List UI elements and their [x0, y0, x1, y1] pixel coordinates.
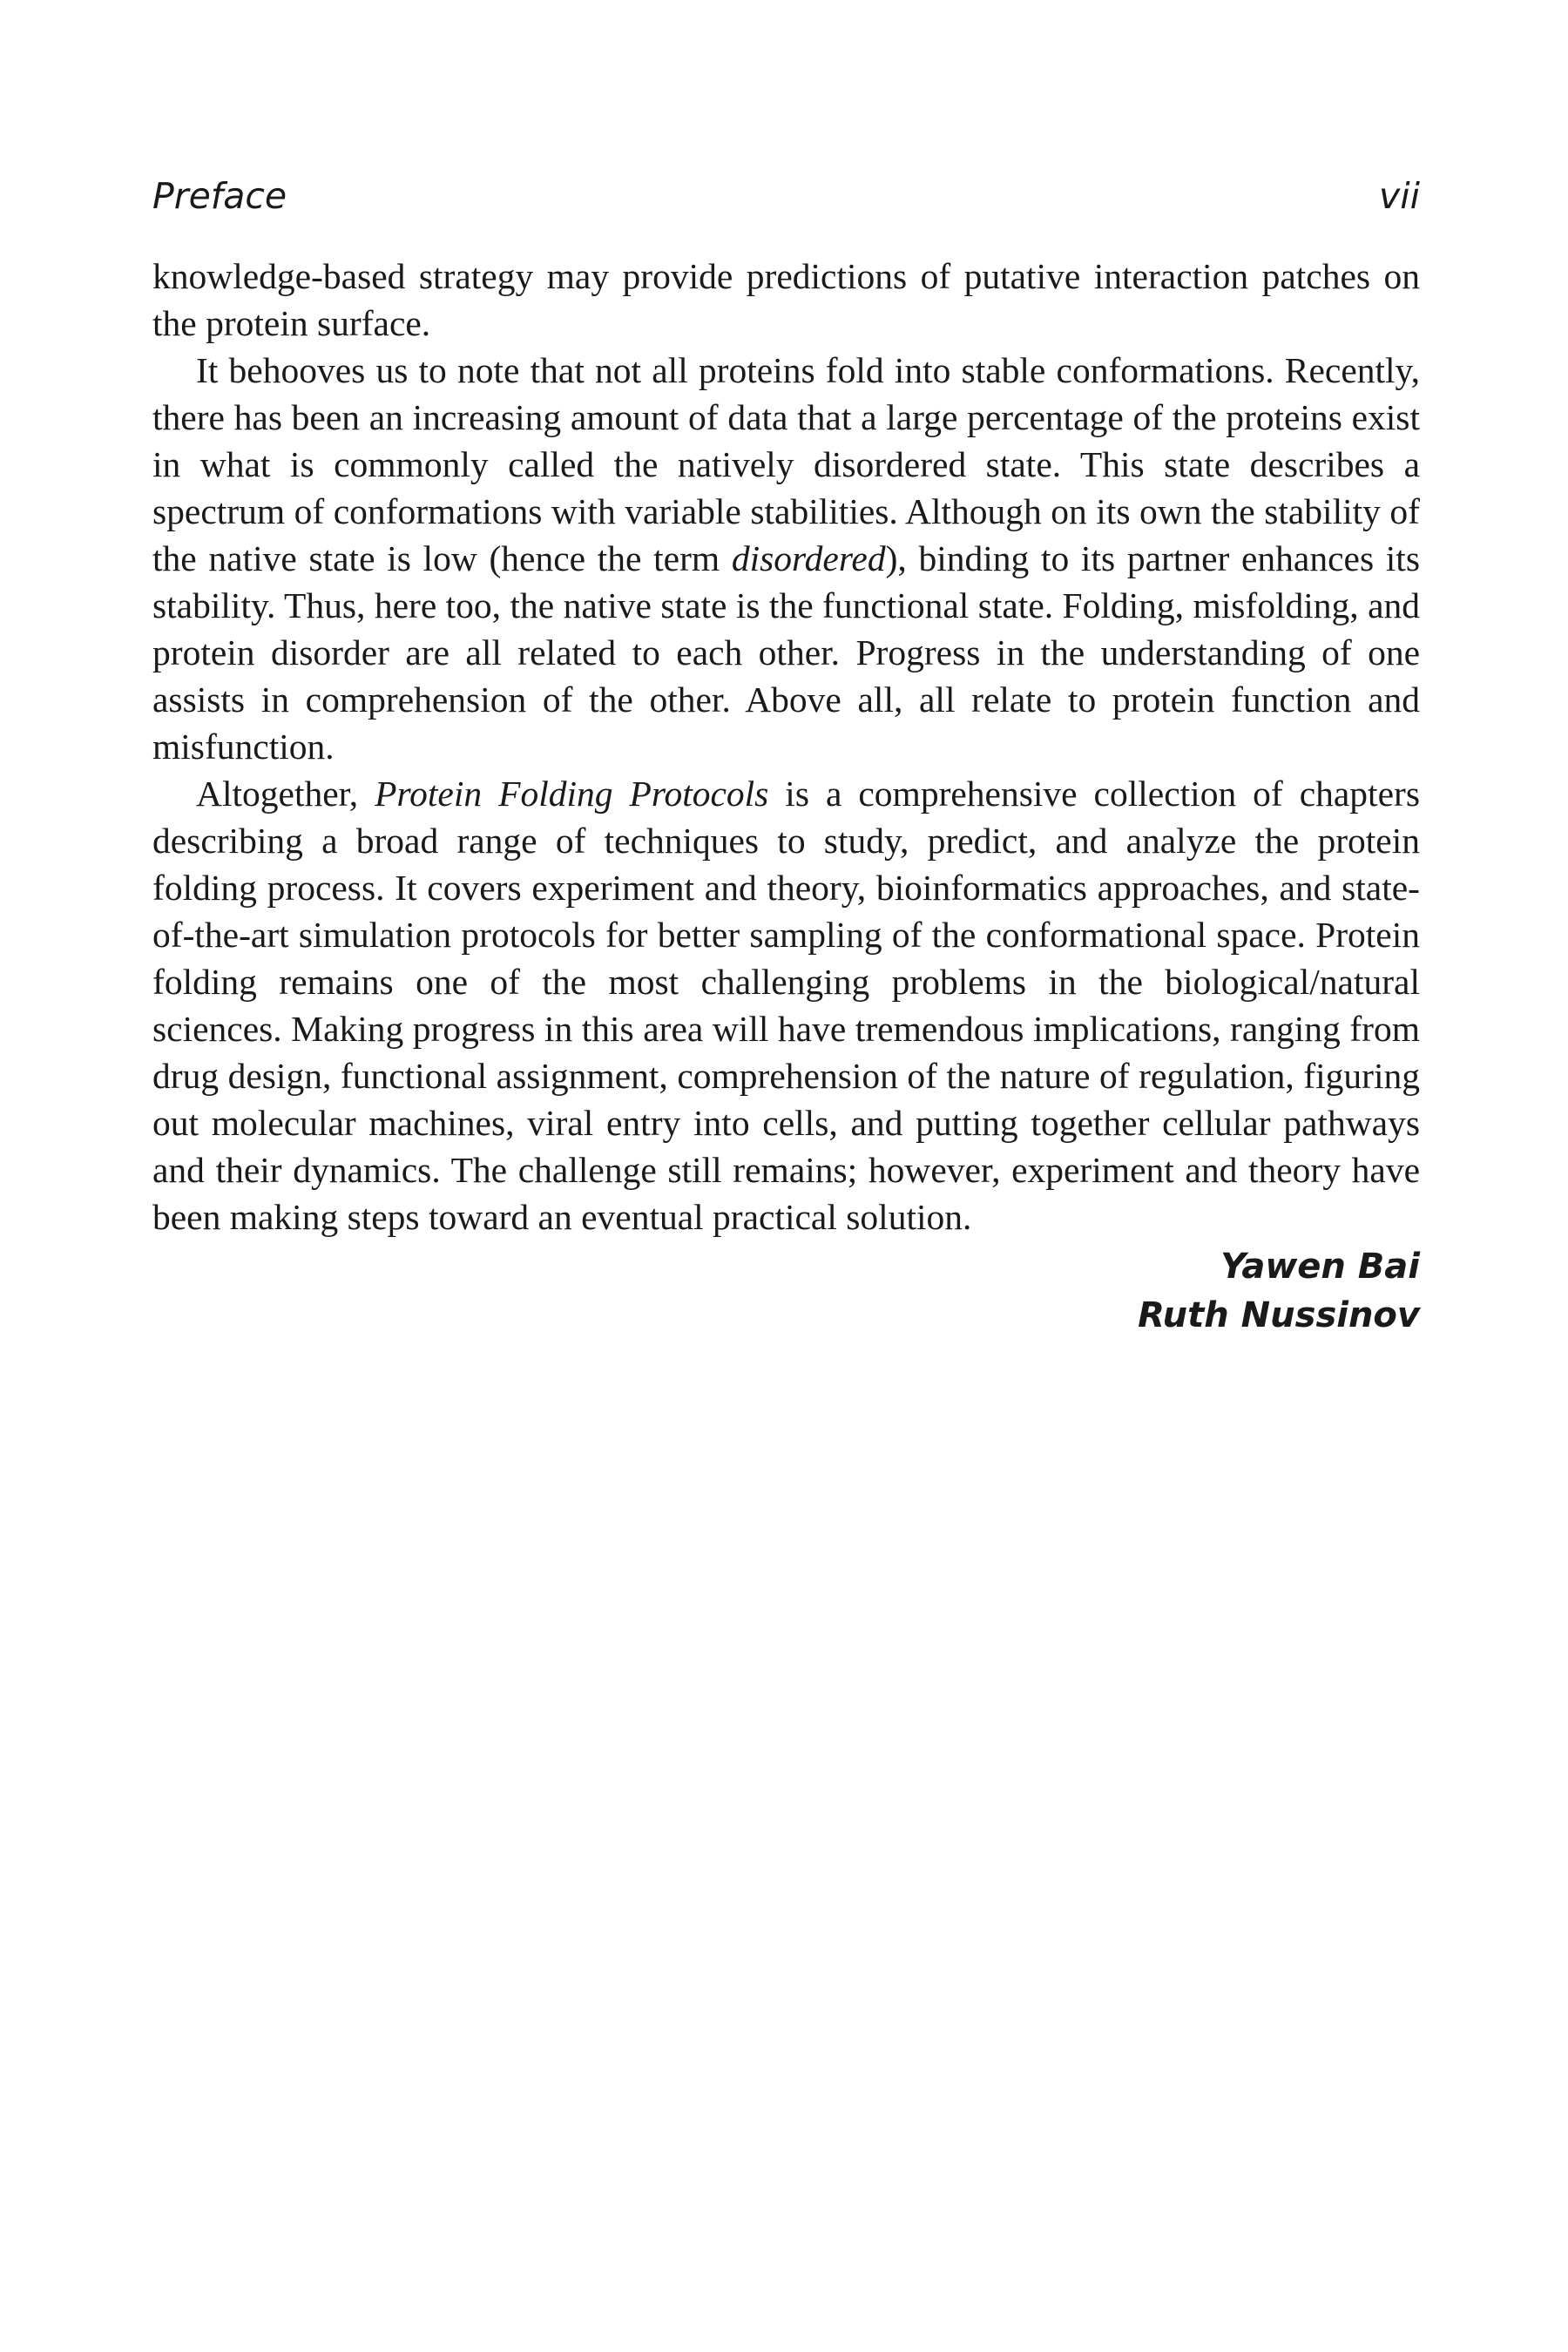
paragraph-2-text-part-1: It behooves us to note that not all proteins fold into stable conformations. Recently, there has been an increasing amount of data that a large percentage of the proteins exist in what is commonly called the natively disordered state. This state describes a spectrum of conformations with variable stabilities. Although on its own the stability of the native state is low (hence the term: [152, 350, 1420, 578]
emphasis-disordered: disordered: [731, 538, 886, 578]
paragraph-3-text-part-2: is a comprehensive collection of chapters describing a broad range of techniques to study, predict, and analyze the protein folding process. It covers experiment and theory, bioinformatics approaches, and state-of-the-art simulation protocols for better sampling of the conformational space. Protein folding remains one of the most challenging problems in the biological/natural sciences. Making progress in this area will have tremendous implications, ranging from drug design, functional assignment, comprehension of the nature of regulation, figuring out molecular machines, viral entry into cells, and putting together cellular pathways and their dynamics. The challenge still remains; however, experiment and theory have been making steps toward an eventual practical solution.: [152, 774, 1420, 1237]
book-title-emphasis: Protein Folding Protocols: [375, 774, 769, 814]
paragraph-2-text-part-2: ), binding to its partner enhances its stability. Thus, here too, the native state is the functional state. Folding, misfolding, and protein disorder are all related to each other. Progress in the understanding of one assists in comprehension of the other. Above all, all relate to protein function and misfunction.: [152, 538, 1420, 767]
author-signatures: [152, 1240, 1420, 1340]
running-head: [152, 166, 1420, 226]
paragraph-2: [152, 347, 1420, 770]
paragraph-3-text-part-1: Altogether,: [196, 774, 375, 814]
paragraph-1: [152, 253, 1420, 347]
paragraph-3: [152, 770, 1420, 1240]
running-head-title: Preface: [152, 175, 287, 217]
page-number: vii: [1378, 175, 1420, 217]
author-name-1: Yawen Bai: [1220, 1247, 1420, 1287]
paragraph-1-text: knowledge-based strategy may provide predictions of putative interaction patches on the protein surface.: [152, 256, 1420, 343]
preface-body: [152, 253, 1420, 1340]
author-name-2: Ruth Nussinov: [1138, 1295, 1420, 1335]
